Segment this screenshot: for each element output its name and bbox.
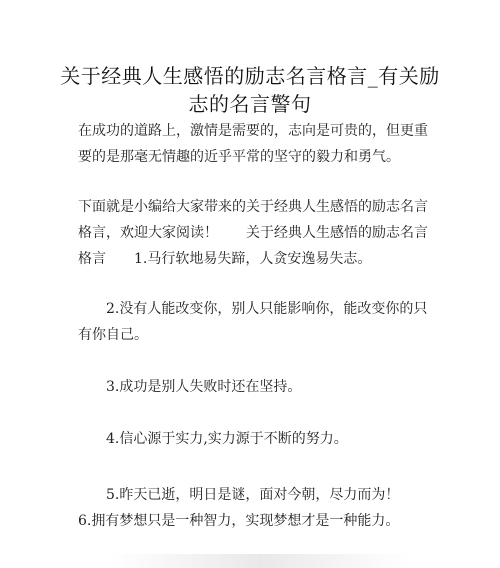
document-title: 关于经典人生感悟的励志名言格言_有关励志的名言警句 xyxy=(60,64,440,116)
paragraph-intro: 在成功的道路上，激情是需要的，志向是可贵的，但更重要的是那毫无情趣的近乎平常的坚守的毅力和勇气。 xyxy=(78,123,428,165)
paragraph-quote-4: 4.信心源于实力,实力源于不断的努力。 xyxy=(78,431,348,447)
paragraph-quote-2: 2.没有人能改变你，别人只能影响你，能改变你的只有你自己。 xyxy=(78,301,428,343)
paragraph-lead-in: 下面就是小编给大家带来的关于经典人生感悟的励志名言格言，欢迎大家阅读！ 关于经典人生感悟的励志名言格言 1.马行软地易失蹄，人贪安逸易失志。 xyxy=(78,199,428,267)
paragraph-quote-5-6: 5.昨天已逝，明日是谜，面对今朝，尽力而为！ 6.拥有梦想只是一种智力，实现梦想才是一种能力。 xyxy=(78,487,428,529)
paragraph-quote-3: 3.成功是别人失败时还在坚持。 xyxy=(78,379,302,395)
